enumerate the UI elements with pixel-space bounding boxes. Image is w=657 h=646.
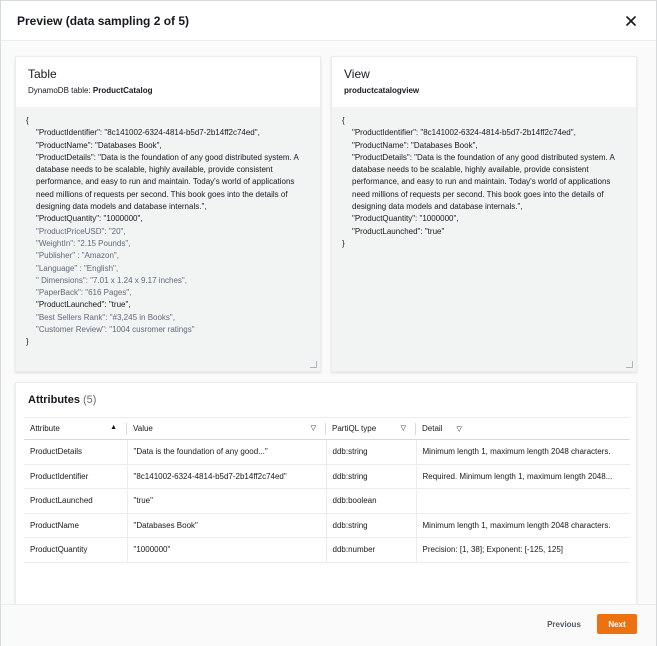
attributes-count: (5) bbox=[82, 394, 97, 406]
column-header-partiql-type[interactable] bbox=[326, 418, 416, 440]
table-row[interactable] bbox=[24, 513, 630, 538]
modal-header bbox=[1, 1, 656, 41]
json-line: "ProductDetails": "Data is the foundation of any good distributed system. A database needs to be scalable, highly available, provide consistent performance, and easy to run and maintain. Today's world of applications need millions of requests per second. This book goes into the details of designing data models and database internals.", bbox=[352, 152, 615, 212]
resize-handle-icon[interactable] bbox=[310, 361, 317, 368]
cell-detail: Minimum length 1, maximum length 2048 characters. bbox=[416, 440, 630, 465]
cell-detail: Precision: [1, 38]; Exponent: [-125, 125] bbox=[416, 538, 630, 563]
json-line: "ProductDetails": "Data is the foundation of any good distributed system. A database needs to be scalable, highly available, provide consistent performance, and easy to run and maintain. Today's world of applications need millions of requests per second. This book goes into the details of designing data models and database internals.", bbox=[36, 152, 299, 212]
cell-attribute: ProductName bbox=[24, 513, 127, 538]
modal-title: Preview (data sampling 2 of 5) bbox=[17, 13, 190, 28]
json-line: "ProductName": "Databases Book", bbox=[36, 140, 162, 150]
view-panel-subtitle bbox=[344, 86, 624, 95]
json-line: { bbox=[342, 116, 345, 125]
modal-footer bbox=[1, 604, 656, 646]
cell-attribute: ProductQuantity bbox=[24, 538, 127, 563]
json-line: "ProductIdentifier": "8c141002-6324-4814-b5d7-2b14ff2c74ed", bbox=[36, 128, 260, 138]
table-panel-subtitle-prefix: DynamoDB table: bbox=[28, 86, 93, 95]
attributes-table bbox=[24, 417, 630, 563]
column-header-value-label: Value bbox=[133, 424, 153, 433]
cell-detail: Minimum length 1, maximum length 2048 characters. bbox=[416, 513, 630, 538]
resize-handle-icon[interactable] bbox=[626, 361, 633, 368]
json-line: "ProductLaunched": "true", bbox=[36, 300, 131, 310]
json-line: "PaperBack": "616 Pages", bbox=[36, 288, 132, 298]
json-line: "ProductIdentifier": "8c141002-6324-4814-b5d7-2b14ff2c74ed", bbox=[352, 128, 576, 138]
table-panel bbox=[15, 56, 321, 372]
cell-partiql-type: ddb:number bbox=[326, 538, 416, 563]
table-panel-title: Table bbox=[28, 67, 57, 81]
json-line: } bbox=[26, 337, 29, 347]
column-header-detail-label: Detail bbox=[422, 424, 443, 433]
attributes-panel bbox=[15, 382, 637, 607]
column-header-detail[interactable] bbox=[416, 418, 630, 440]
cell-partiql-type: ddb:string bbox=[326, 464, 416, 489]
close-icon[interactable] bbox=[622, 12, 640, 30]
json-line: "ProductQuantity": "1000000", bbox=[352, 214, 459, 224]
column-header-partiql-type-label: PartiQL type bbox=[332, 424, 377, 433]
previous-button[interactable]: Previous bbox=[547, 619, 581, 629]
json-line: { bbox=[26, 116, 29, 125]
table-row[interactable] bbox=[24, 489, 630, 514]
sort-icon[interactable]: ▽ bbox=[456, 426, 462, 433]
table-json-preview[interactable] bbox=[16, 107, 320, 371]
cell-attribute: ProductDetails bbox=[24, 440, 127, 465]
column-header-attribute[interactable] bbox=[24, 418, 127, 440]
json-line: "ProductName": "Databases Book", bbox=[352, 140, 478, 150]
cell-detail: Required. Minimum length 1, maximum length 2048... bbox=[416, 464, 630, 489]
column-header-attribute-label: Attribute bbox=[30, 424, 60, 433]
view-panel-subtitle-name: productcatalogview bbox=[344, 86, 420, 95]
cell-value: "8c141002-6324-4814-b5d7-2b14ff2c74ed" bbox=[127, 464, 326, 489]
table-panel-subtitle-name: ProductCatalog bbox=[92, 86, 153, 95]
sort-ascending-icon[interactable]: ▲ bbox=[110, 424, 117, 431]
cell-partiql-type: ddb:string bbox=[326, 513, 416, 538]
next-button[interactable]: Next bbox=[597, 614, 637, 634]
table-header-row bbox=[24, 418, 630, 440]
json-line: "ProductPriceUSD": "20", bbox=[36, 226, 126, 236]
json-line: "Language" : "English", bbox=[36, 263, 119, 273]
sort-icon[interactable]: ▽ bbox=[400, 425, 406, 432]
json-line: "Publisher" : "Amazon", bbox=[36, 251, 119, 261]
modal-body bbox=[1, 42, 656, 602]
table-row[interactable] bbox=[24, 440, 630, 465]
json-line: "ProductQuantity": "1000000", bbox=[36, 214, 143, 224]
attributes-title: Attributes bbox=[28, 394, 80, 406]
table-panel-subtitle bbox=[28, 86, 308, 95]
view-panel-title: View bbox=[344, 67, 370, 81]
json-line: "WeightIn": "2.15 Pounds", bbox=[36, 238, 131, 248]
json-line: } bbox=[342, 238, 345, 248]
attributes-header bbox=[16, 383, 636, 417]
json-line: "Best Sellers Rank": "#3,245 in Books", bbox=[36, 312, 175, 322]
table-row[interactable] bbox=[24, 538, 630, 563]
cell-detail bbox=[416, 489, 630, 514]
json-line: " Dimensions": "7.01 x 1.24 x 9.17 inches", bbox=[36, 275, 187, 285]
view-panel bbox=[331, 56, 637, 372]
cell-attribute: ProductIdentifier bbox=[24, 464, 127, 489]
cell-value: "1000000" bbox=[127, 538, 326, 563]
json-line: "Customer Review": "1004 cusromer ratings" bbox=[36, 325, 195, 335]
cell-value: "Data is the foundation of any good..." bbox=[127, 440, 326, 465]
cell-value: "true" bbox=[127, 489, 326, 514]
column-header-value[interactable] bbox=[127, 418, 326, 440]
cell-partiql-type: ddb:boolean bbox=[326, 489, 416, 514]
cell-attribute: ProductLaunched bbox=[24, 489, 127, 514]
cell-value: "Databases Book" bbox=[127, 513, 326, 538]
table-row[interactable] bbox=[24, 464, 630, 489]
view-json-preview[interactable] bbox=[332, 107, 636, 371]
cell-partiql-type: ddb:string bbox=[326, 440, 416, 465]
json-line: "ProductLaunched": "true" bbox=[352, 226, 445, 236]
sort-icon[interactable]: ▽ bbox=[310, 425, 316, 432]
